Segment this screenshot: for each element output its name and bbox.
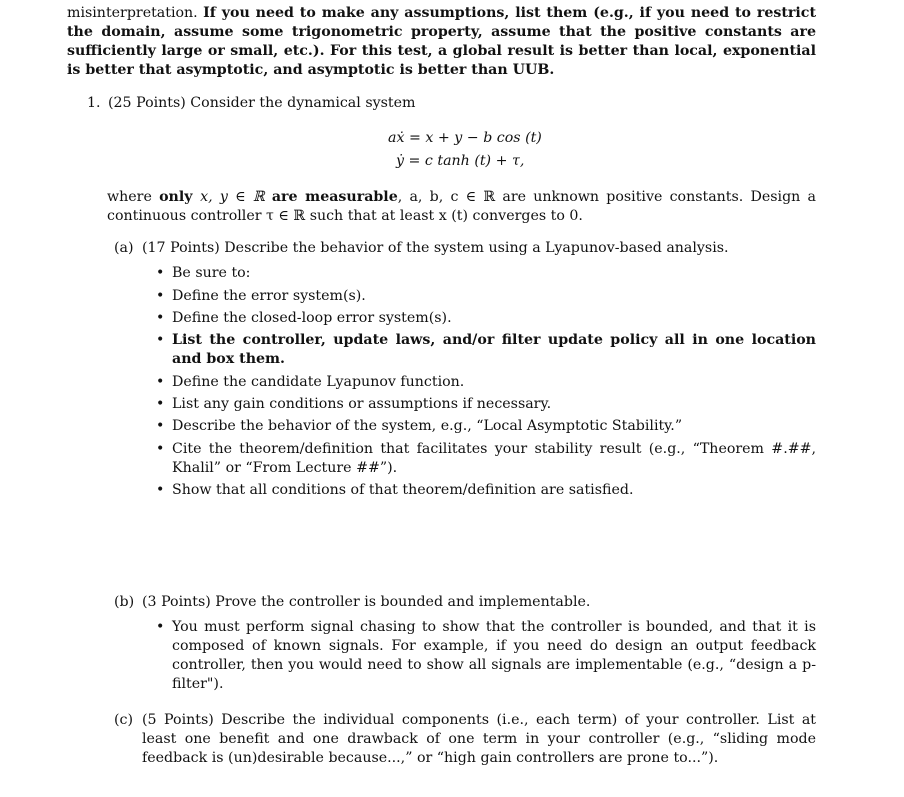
where-only: only <box>159 189 201 205</box>
bullet-icon: • <box>156 310 165 326</box>
bullet-icon: • <box>156 288 165 304</box>
part-b-label: (b) <box>114 594 135 610</box>
bullet-icon: • <box>156 374 165 390</box>
intro-plain-text: misinterpretation. <box>67 5 204 21</box>
part-c-label: (c) <box>114 712 134 728</box>
bullet-text: List any gain conditions or assumptions if necessary. <box>172 396 552 412</box>
where-vars: x, y ∈ ℝ <box>200 189 272 205</box>
bullet-text: Cite the theorem/definition that facilitates your stability result (e.g., “Theorem #.##, Khalil” or “From Lecture ##”). <box>172 441 816 476</box>
bullet-text: You must perform signal chasing to show that the controller is bounded, and that it is composed of known signals. For example, if you need do design an output feedback controller, then you would need to show all signals are implementable (e.g., “design a p-filter"). <box>172 619 816 692</box>
bullet-icon: • <box>156 619 165 635</box>
bullet-icon: • <box>156 482 165 498</box>
where-text-1: where <box>107 189 160 205</box>
bullet-icon: • <box>156 332 165 348</box>
equation-1: aẋ = x + y − b cos (t) <box>388 130 542 146</box>
where-text-2: , a, b, c ∈ ℝ are unknown positive constants. Design a continuous controller τ ∈ ℝ such that at least x (t) converges to 0. <box>107 189 816 224</box>
bullet-text: Define the closed-loop error system(s). <box>172 310 452 326</box>
part-a-label: (a) <box>114 240 134 256</box>
part-b-text: (3 Points) Prove the controller is bounded and implementable. <box>142 594 591 610</box>
bullet-text: Define the error system(s). <box>172 288 366 304</box>
question-1-text: (25 Points) Consider the dynamical system <box>108 95 416 111</box>
bullet-text-bold: List the controller, update laws, and/or filter update policy all in one location and box them. <box>172 332 816 367</box>
bullet-text: Show that all conditions of that theorem/definition are satisfied. <box>172 482 634 498</box>
intro-paragraph <box>67 4 816 80</box>
question-number: 1. <box>87 95 101 111</box>
bullet-icon: • <box>156 441 165 457</box>
where-clause <box>107 188 816 226</box>
bullet-text: Define the candidate Lyapunov function. <box>172 374 465 390</box>
bullet-icon: • <box>156 396 165 412</box>
bullet-icon: • <box>156 265 165 281</box>
part-a-text: (17 Points) Describe the behavior of the system using a Lyapunov-based analysis. <box>142 240 729 256</box>
bullet-text: Be sure to: <box>172 265 251 281</box>
where-measurable: are measurable <box>271 189 398 205</box>
bullet-text: Describe the behavior of the system, e.g., “Local Asymptotic Stability.” <box>172 418 683 434</box>
bullet-icon: • <box>156 418 165 434</box>
part-c-text: (5 Points) Describe the individual components (i.e., each term) of your controller. List at least one benefit and one drawback of one term in your controller (e.g., “sliding mode feedback is (un)desirable because...,” or “high gain controllers are prone to...”). <box>142 712 816 766</box>
intro-bold-text: If you need to make any assumptions, list them (e.g., if you need to restrict the domain, assume some trigonometric property, assume that the positive constants are sufficiently large or small, etc.). For this test, a global result is better than local, exponential is better that asymptotic, and asymptotic is better than UUB. <box>67 5 816 78</box>
equation-2: ẏ = c tanh (t) + τ, <box>396 153 525 169</box>
